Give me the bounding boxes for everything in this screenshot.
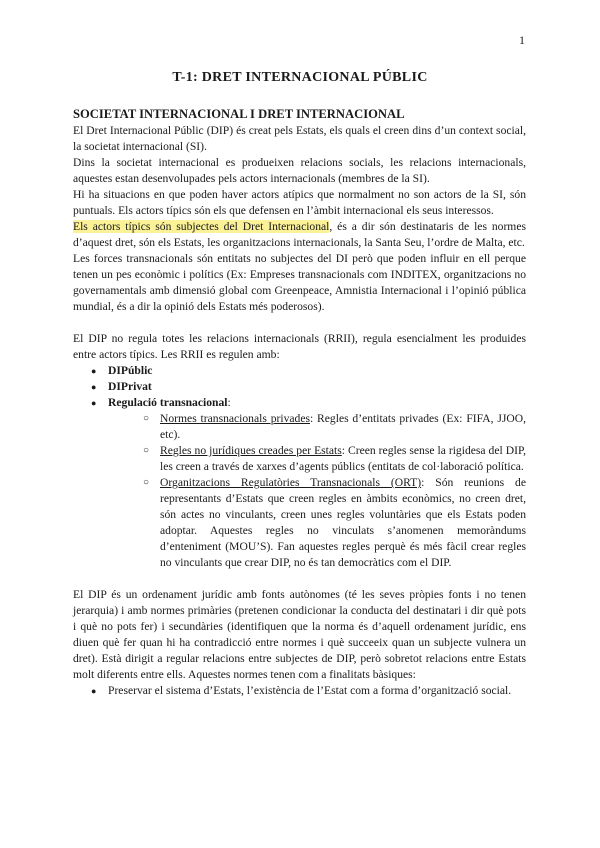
sublist-text: : Són reunions de representants d’Estats que creen regles en àmbits econòmics, no creen dret, són actes no vinculants, creen unes regles voluntàries que els Estats poden adoptar. Aquestes regles no vinculats s’anomenen memoràndums d’enteniment (MOU’S). Fan aquestes regles perquè és més fàcil crear regles no vinculants que crear DIP, no és tan democràtics com el DIP. bbox=[160, 476, 526, 569]
document-body bbox=[73, 106, 526, 699]
purposes-list bbox=[73, 683, 526, 699]
sublist-item bbox=[143, 475, 526, 571]
sublist-item bbox=[143, 411, 526, 443]
paragraph-legal-order: El DIP és un ordenament jurídic amb fonts autònomes (té les seves pròpies fonts i no tenen jerarquia) i amb normes primàries (pretenen condicionar la conducta del destinatari i dir què pots i què no pots fer) i secundàries (identifiquen que la norma és d’aquell ordenament jurídic, ens diuen què fer quan hi ha contradicció entre normes i què succeeix quan un subjecte vulnera un dret). Està dirigit a regular relacions entre subjectes de DIP, però sobretot relacions entre Estats molt diferents entre ells. Aquestes normes tenen com a finalitats bàsiques: bbox=[73, 588, 526, 681]
list-item-colon: : bbox=[227, 396, 231, 409]
paragraph-dip-definition: El Dret Internacional Públic (DIP) és creat pels Estats, els quals el creen dins d’un context social, la societat internacional (SI). bbox=[73, 124, 526, 153]
blank-line bbox=[73, 315, 526, 331]
list-item: ● Preservar el sistema d’Estats, l’existència de l’Estat com a forma d’organització social. bbox=[91, 683, 526, 699]
list-item bbox=[91, 395, 526, 571]
sublist-term: Normes transnacionals privades bbox=[160, 412, 310, 425]
transnational-sublist bbox=[108, 411, 526, 571]
list-item: ● DIPrivat bbox=[91, 379, 526, 395]
page-number: 1 bbox=[519, 33, 525, 47]
sublist-term: Organitzacions Regulatòries Transnacionals (ORT) bbox=[160, 476, 422, 489]
section-heading: SOCIETAT INTERNACIONAL I DRET INTERNACIONAL bbox=[73, 107, 405, 121]
highlighted-text: Els actors típics són subjectes del Dret Internacional bbox=[73, 220, 330, 233]
sublist-term: Regles no jurídiques creades per Estats bbox=[160, 444, 342, 457]
paragraph-international-society: Dins la societat internacional es produeixen relacions socials, les relacions internacionals, aquestes estan desenvolupades pels actors internacionals (membres de la SI). bbox=[73, 156, 526, 185]
sublist-text: : Creen regles sense la rigidesa del DIP, les creen a través de xarxes d’agents públics (entitats de col·laboració política. bbox=[160, 444, 527, 473]
document-title: T-1: DRET INTERNACIONAL PÚBLIC bbox=[172, 70, 428, 85]
list-item-label: Regulació transnacional bbox=[108, 396, 228, 409]
blank-line bbox=[73, 571, 526, 587]
regulation-list bbox=[73, 363, 526, 571]
paragraph-regulation: El DIP no regula totes les relacions internacionals (RRII), regula esencialment les produides entre actors típics. Les RRII es regulen amb: bbox=[73, 332, 526, 361]
paragraph-subjects-rest: , és a dir són destinataris de les normes d’aquest dret, són els Estats, les organitzacions internacionals, la Santa Seu, l’ordre de Malta, etc. bbox=[73, 220, 526, 249]
list-item: ● DIPúblic bbox=[91, 363, 526, 379]
sublist-item bbox=[143, 443, 526, 475]
sublist-text: : Regles d’entitats privades (Ex: FIFA, JJOO, etc). bbox=[160, 412, 526, 441]
paragraph-transnational-forces: Les forces transnacionals són entitats no subjectes del DI però que poden influir en ell perque tenen un pes econòmic i polítics (Ex: Empreses transnacionals com INDITEX, organitzacions no governamentals amb dimensió global com Greenpeace, Amnistia Internacional i l’opinió pública mundial, és a dir la opinió dels Estats més poderosos). bbox=[73, 252, 526, 313]
paragraph-actors: Hi ha situacions en que poden haver actors atípics que normalment no son actors de la SI, són puntuals. Els actors típics són els que defensen en l’àmbit internacional els seus interessos. bbox=[73, 188, 526, 217]
paragraph-subjects bbox=[73, 219, 526, 251]
